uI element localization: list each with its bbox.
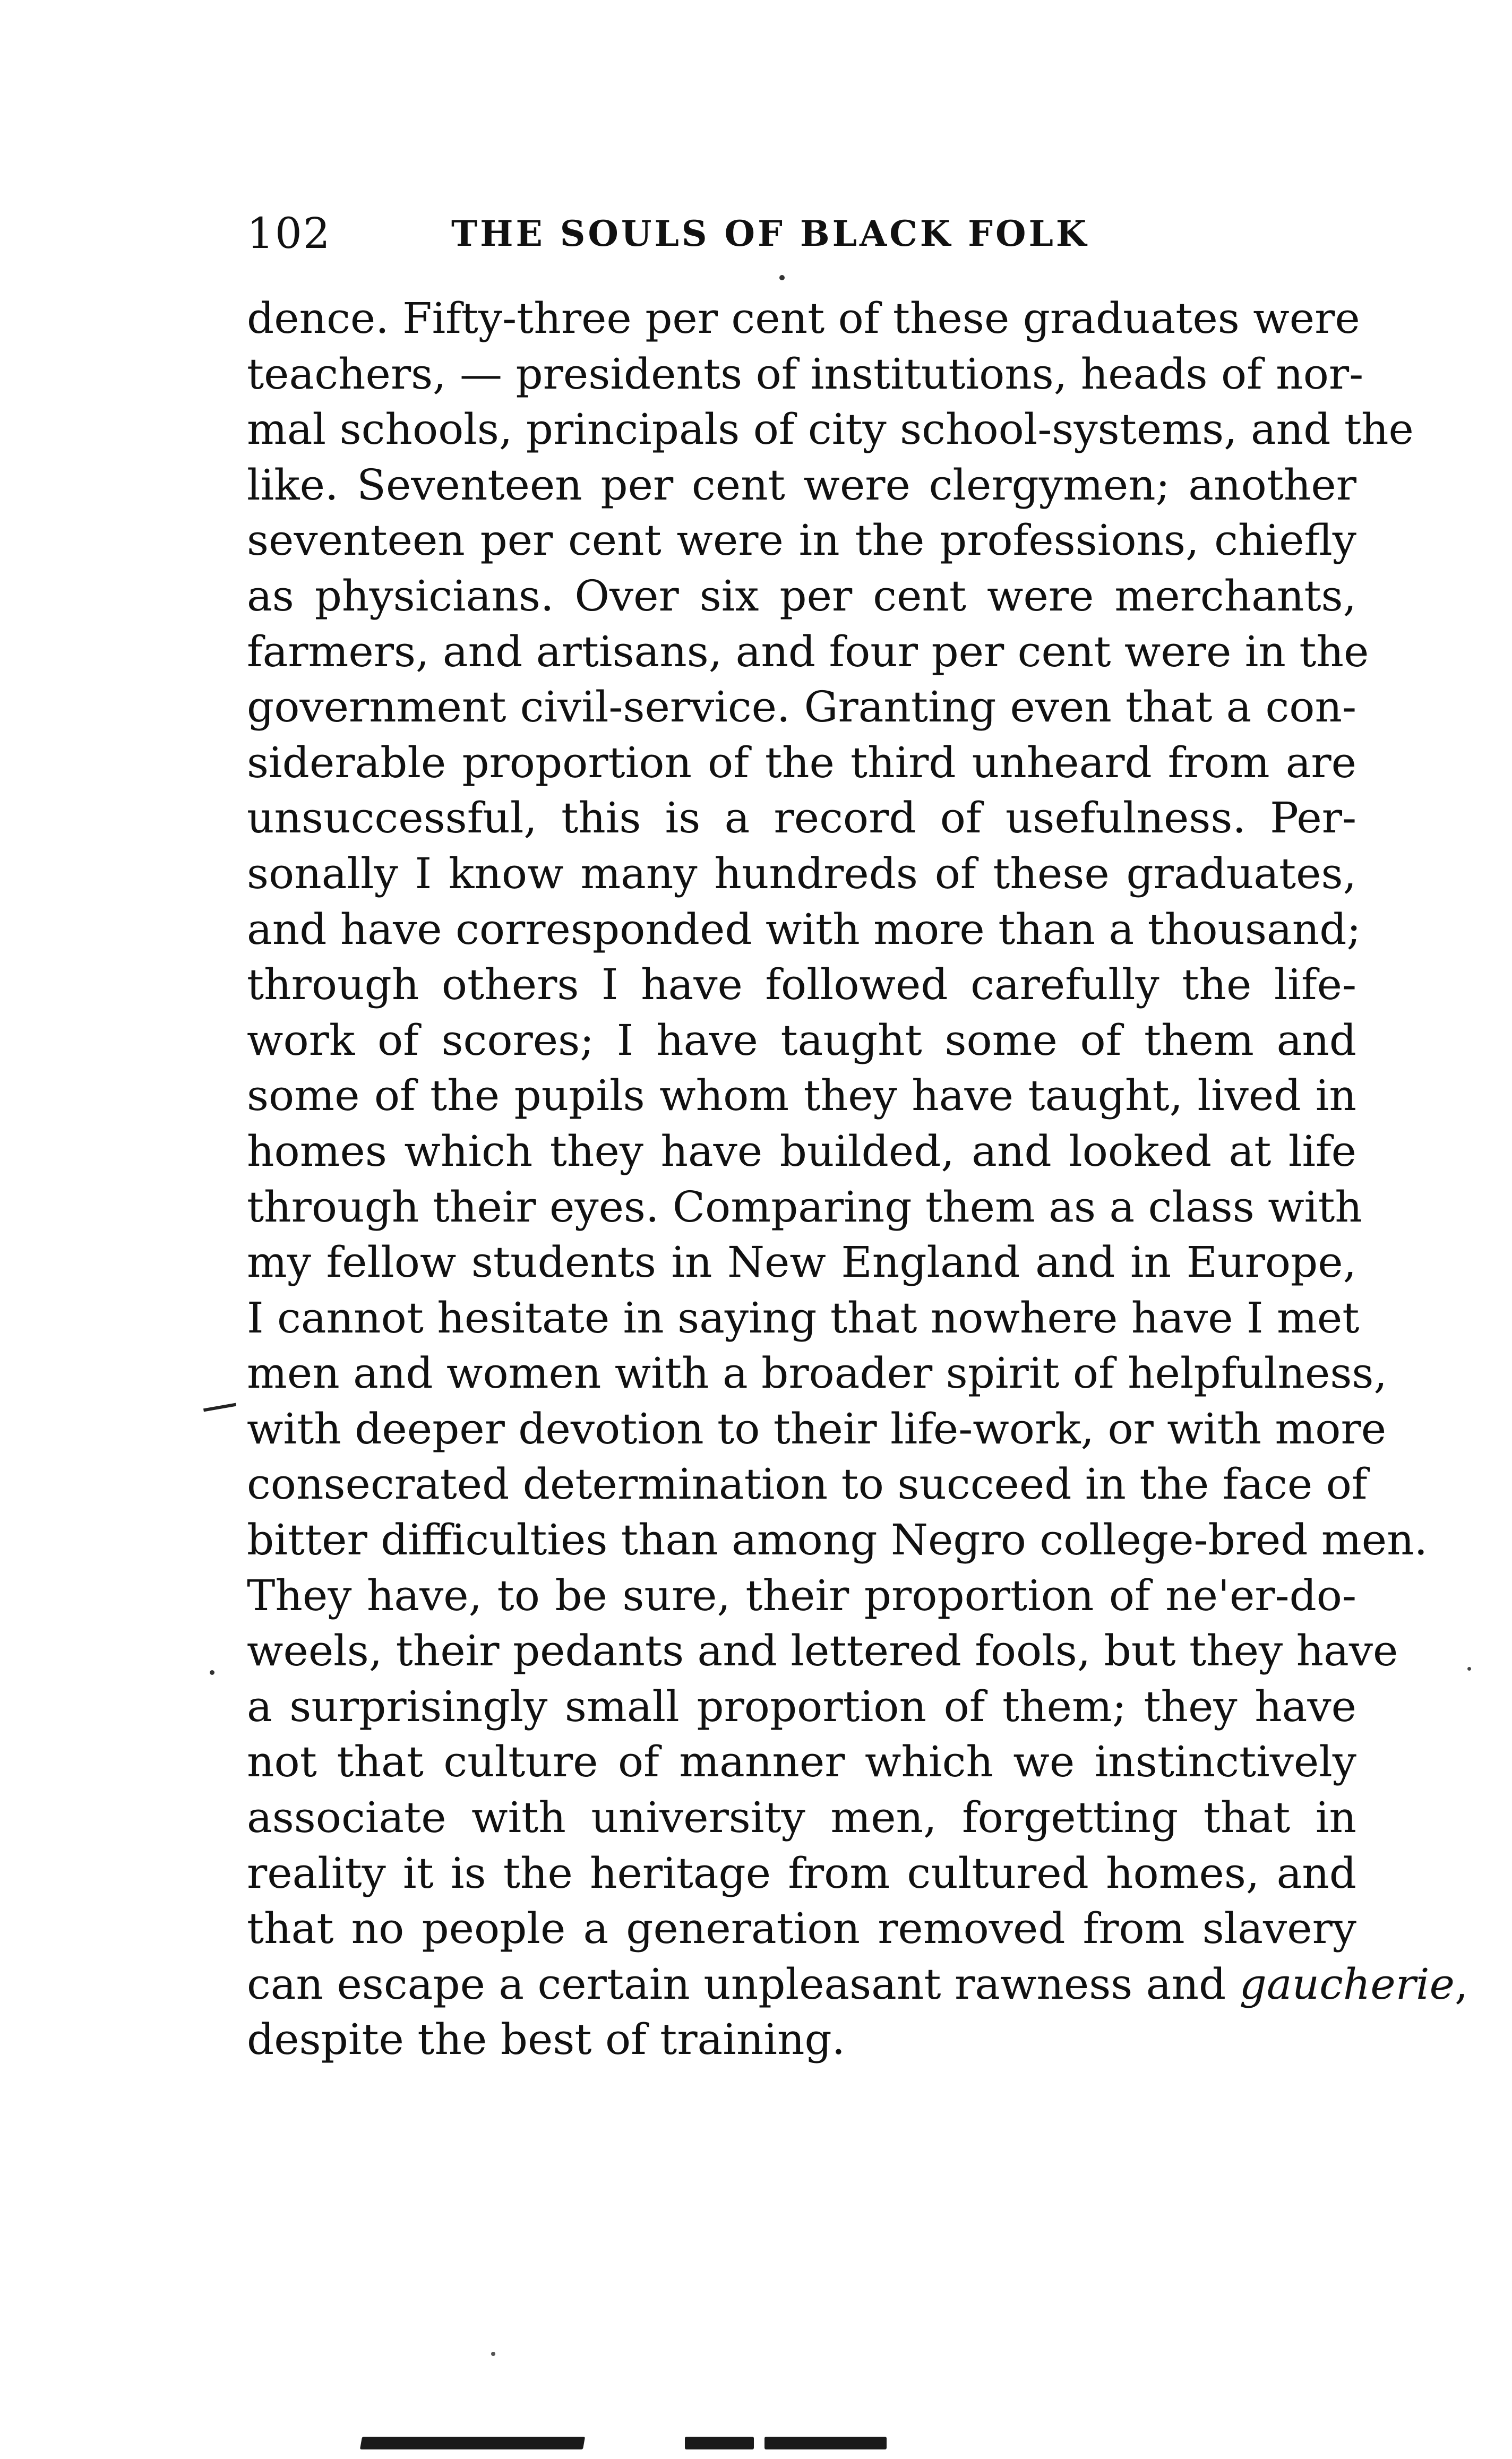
text-line: and have corresponded with more than a thousand; [247, 904, 1361, 954]
body-text [247, 291, 1468, 2068]
text-line: consecrated determination to succeed in the face of [247, 1459, 1368, 1509]
page-header [247, 204, 1356, 263]
text-line: bitter difficulties than among Negro college-bred men. [247, 1515, 1428, 1565]
text-line: unsuccessful, this is a record of usefulness. Per- [247, 793, 1356, 843]
page-speck [491, 2352, 495, 2356]
text-line: as physicians. Over six per cent were merchants, [247, 571, 1356, 621]
text-line-italic-word [247, 1957, 1468, 2013]
margin-pencil-mark [203, 1403, 236, 1412]
text-line: men and women with a broader spirit of helpfulness, [247, 1348, 1387, 1398]
text-line: weels, their pedants and lettered fools, but they have [247, 1626, 1398, 1676]
bottom-edge-mark [764, 2437, 887, 2449]
text-line: like. Seventeen per cent were clergymen; another [247, 460, 1356, 510]
text-line: that no people a generation removed from slavery [247, 1904, 1356, 1954]
text-line: dence. Fifty-three per cent of these graduates were [247, 294, 1360, 343]
bottom-edge-mark [685, 2437, 754, 2449]
text-line: I cannot hesitate in saying that nowhere have I met [247, 1293, 1360, 1343]
text-line: siderable proportion of the third unheard from are [247, 737, 1356, 787]
text-line: not that culture of manner which we instinctively [247, 1737, 1356, 1787]
text-line: seventeen per cent were in the professions, chiefly [247, 515, 1356, 565]
italic-word-gaucherie: gaucherie [1239, 1959, 1455, 2009]
text-line: some of the pupils whom they have taught, lived in [247, 1071, 1356, 1121]
text-line: through their eyes. Comparing them as a class with [247, 1182, 1362, 1232]
text-line: mal schools, principals of city school-systems, and the [247, 405, 1414, 454]
bottom-edge-mark [360, 2437, 585, 2449]
text-line: a surprisingly small proportion of them; they have [247, 1681, 1356, 1731]
text-line: They have, to be sure, their proportion of ne'er-do- [247, 1570, 1356, 1620]
text-line: associate with university men, forgetting that in [247, 1793, 1356, 1843]
text-line: farmers, and artisans, and four per cent were in the [247, 626, 1369, 676]
header-ornament-dot [779, 275, 785, 280]
text-line: work of scores; I have taught some of them and [247, 1015, 1356, 1065]
text-line: homes which they have builded, and looked at life [247, 1126, 1356, 1176]
text-line: teachers, — presidents of institutions, heads of nor- [247, 349, 1364, 399]
text-line: with deeper devotion to their life-work, or with more [247, 1404, 1387, 1454]
text-line: government civil-service. Granting even that a con- [247, 682, 1356, 732]
running-title: THE SOULS OF BLACK FOLK [451, 213, 1089, 254]
text-line: through others I have followed carefully the life- [247, 960, 1356, 1010]
page-number: 102 [247, 209, 331, 258]
text-line: my fellow students in New England and in Europe, [247, 1237, 1356, 1287]
text-line-final: despite the best of training. [247, 2015, 846, 2065]
margin-speck [210, 1670, 214, 1675]
text-segment: can escape a certain unpleasant rawness and [247, 1959, 1226, 2009]
text-line: sonally I know many hundreds of these graduates, [247, 848, 1356, 898]
text-segment-punctuation: , [1454, 1959, 1468, 2009]
margin-speck [1467, 1667, 1471, 1671]
text-line: reality it is the heritage from cultured homes, and [247, 1848, 1356, 1898]
